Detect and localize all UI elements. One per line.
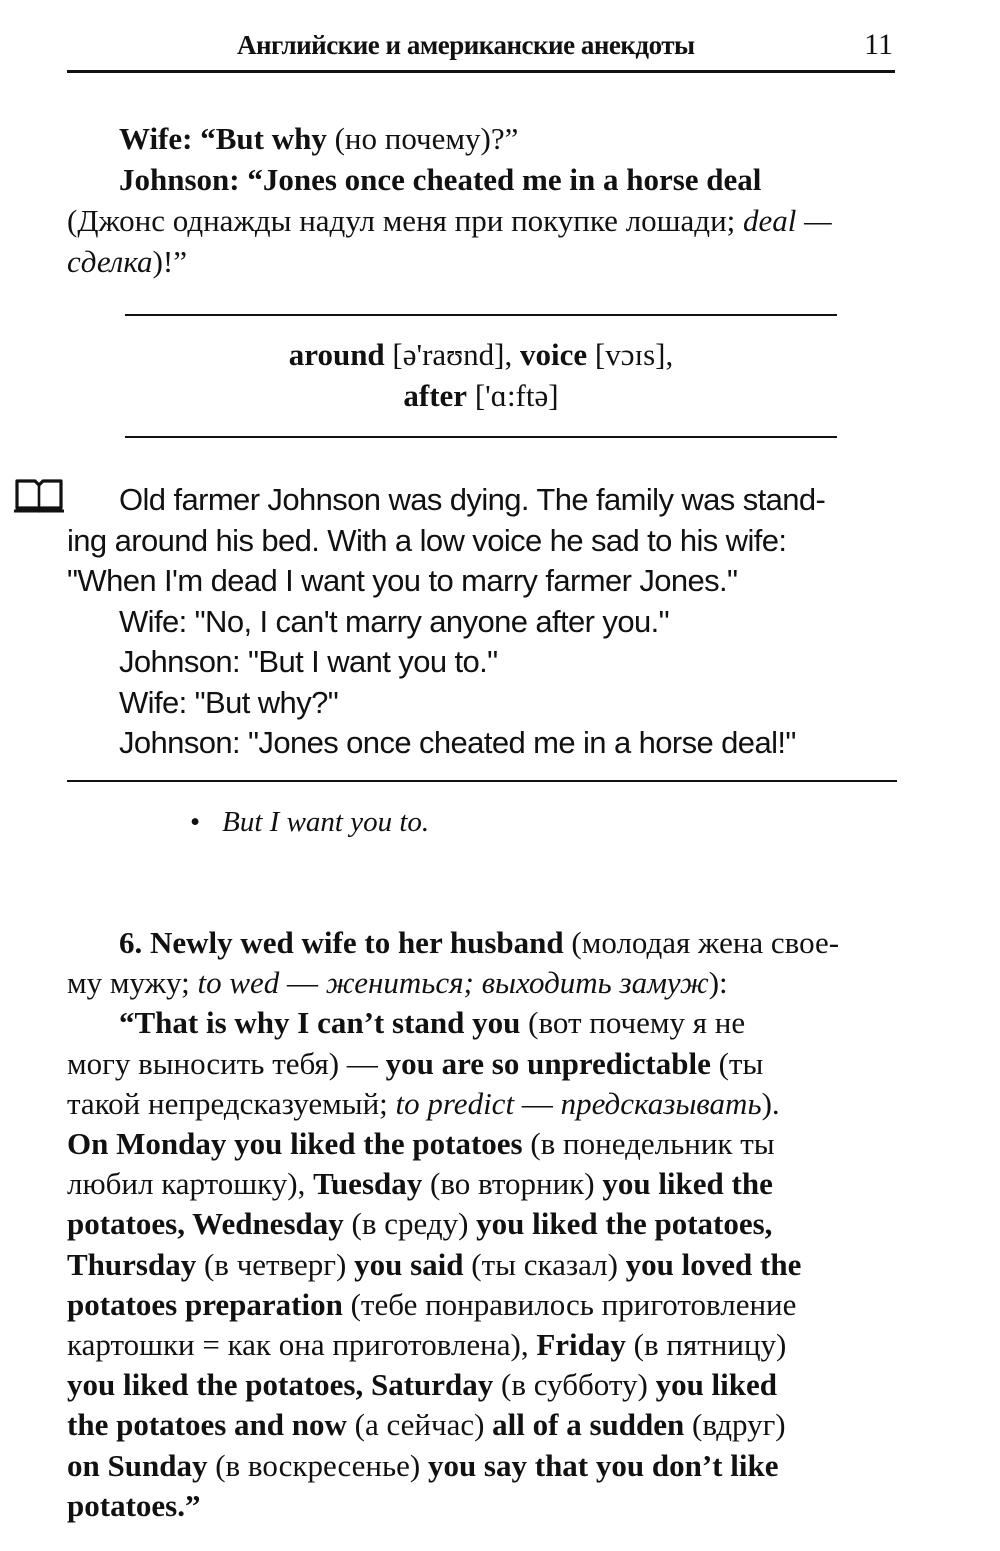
transcription: [ə'raʊnd],	[384, 337, 521, 372]
vocab-word: around	[288, 337, 385, 372]
dialog-line: Wife: “But why (но почему)?”	[119, 121, 519, 156]
note	[190, 806, 429, 839]
transcription: [vɔɪs],	[587, 337, 674, 372]
joke-line: On Monday you liked the potatoes (в понедельник ты	[67, 1126, 775, 1162]
joke-6	[67, 923, 897, 1526]
original-line: Johnson: "Jones once cheated me in a horse deal!"	[119, 725, 796, 760]
original-text	[67, 480, 897, 764]
page-number: 11	[864, 28, 893, 61]
divider	[125, 314, 837, 316]
open-book-icon	[13, 478, 65, 514]
original-line: ing around his bed. With a low voice he sad to his wife:	[67, 522, 787, 558]
joke-line: Thursday (в четверг) you said (ты сказал) you loved the	[67, 1246, 802, 1282]
transcription: ['ɑ:ftə]	[467, 378, 559, 413]
original-line: Wife: "No, I can't marry anyone after you."	[119, 603, 670, 639]
dialog-line: (Джонс однажды надул меня при покупке лошади; deal —	[67, 203, 832, 238]
translated-dialog	[67, 118, 895, 282]
joke-line: такой непредсказуемый; to predict — предсказывать).	[67, 1085, 780, 1121]
joke-line: on Sunday (в воскресенье) you say that you don’t like	[67, 1447, 779, 1483]
joke-line: potatoes.”	[67, 1487, 201, 1523]
joke-line: любил картошку), Tuesday (во вторник) you liked the	[67, 1166, 773, 1202]
joke-line: you liked the potatoes, Saturday (в субботу) you liked	[67, 1367, 778, 1403]
joke-line: the potatoes and now (а сейчас) all of a sudden (вдруг)	[67, 1407, 786, 1443]
bullet: •	[190, 806, 201, 838]
joke-line: 6. Newly wed wife to her husband (молодая жена свое-	[119, 925, 840, 960]
divider	[125, 436, 837, 438]
original-line: "When I'm dead I want you to marry farmer Jones."	[67, 563, 738, 598]
phonetics-box	[67, 334, 895, 416]
joke-line: му мужу; to wed — жениться; выходить замуж):	[67, 965, 728, 1001]
joke-line: potatoes preparation (тебе понравилось приготовление	[67, 1286, 797, 1322]
header-title: Английские и американские анекдоты	[237, 30, 695, 60]
divider	[67, 780, 897, 782]
dialog-line: Johnson: “Jones once cheated me in a horse deal	[119, 162, 762, 197]
vocab-word: voice	[520, 337, 588, 372]
original-line: Wife: "But why?"	[119, 684, 339, 720]
joke-line: potatoes, Wednesday (в среду) you liked the potatoes,	[67, 1206, 773, 1242]
note-text: But I want you to.	[222, 806, 430, 838]
running-header	[67, 26, 895, 73]
original-line: Old farmer Johnson was dying. The family was stand-	[119, 482, 826, 517]
joke-line: могу выносить тебя) — you are so unpredictable (ты	[67, 1045, 764, 1081]
vocab-word: after	[403, 378, 468, 413]
joke-line: “That is why I can’t stand you (вот почему я не	[119, 1005, 746, 1041]
dialog-line: сделка)!”	[67, 244, 187, 279]
original-line: Johnson: "But I want you to."	[119, 644, 498, 679]
joke-line: картошки = как она приготовлена), Friday (в пятницу)	[67, 1327, 787, 1363]
